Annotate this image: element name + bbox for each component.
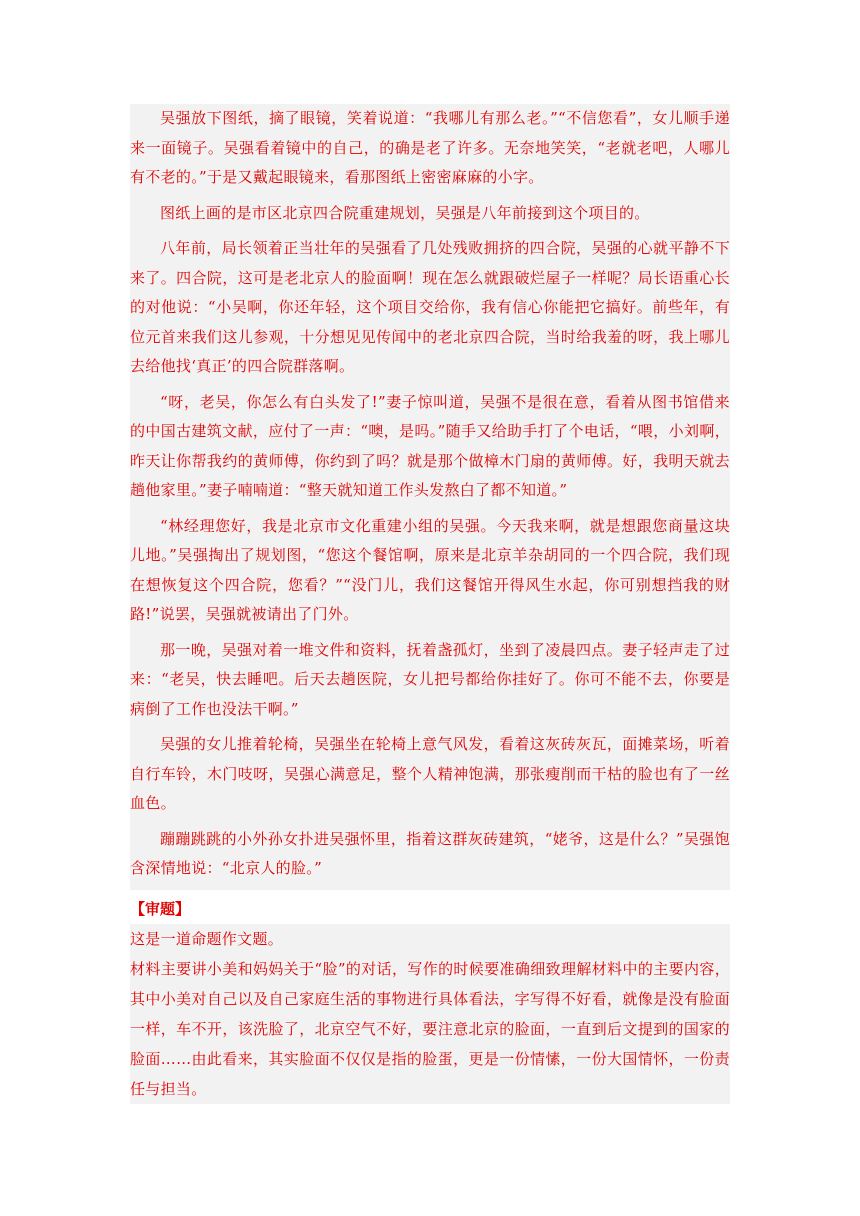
story-paragraph-6: 那一晚，吴强对着一堆文件和资料，抚着盏孤灯，坐到了凌晨四点。妻子轻声走了过来：“老吴，快去睡吧。后天去趟医院，女儿把号都给你挂好了。你可不能不去，你要是病倒了工作也没法干啊。” bbox=[130, 640, 730, 718]
story-paragraph-8: 蹦蹦跳跳的小外孙女扑进吴强怀里，指着这群灰砖建筑，“姥爷，这是什么？”吴强饱含深情地说：“北京人的脸。” bbox=[130, 829, 730, 877]
story-paragraph-2: 图纸上画的是市区北京四合院重建规划，吴强是八年前接到这个项目的。 bbox=[160, 203, 650, 222]
document-page bbox=[130, 104, 730, 1104]
analysis-body: 材料主要讲小美和妈妈关于“脸”的对话，写作的时候要准确细致理解材料中的主要内容，其中小美对自己以及自己家庭生活的事物进行具体看法，字写得不好看，就像是没有脸面一样，车不开，该洗脸了，北京空气不好，要注意北京的脸面，一直到后文提到的国家的脸面……由此看来，其实脸面不仅仅是指的脸蛋，更是一份情愫，一份大国情怀，一份责任与担当。 bbox=[130, 959, 730, 1098]
story-paragraph-1: 吴强放下图纸，摘了眼镜，笑着说道：“我哪儿有那么老。”“不信您看”，女儿顺手递来一面镜子。吴强看着镜中的自己，的确是老了许多。无奈地笑笑，“老就老吧，人哪儿有不老的。”于是又戴起眼镜来，看那图纸上密密麻麻的小字。 bbox=[130, 109, 730, 186]
story-paragraph-4: “呀，老吴，你怎么有白头发了!”妻子惊叫道，吴强不是很在意，看着从图书馆借来的中国古建筑文献，应付了一声：“噢，是吗。”随手又给助手打了个电话，“喂，小刘啊，昨天让你帮我约的黄师傅，你约到了吗？就是那个做樟木门扇的黄师傅。好，我明天就去趟他家里。”妻子喃喃道：“整天就知道工作头发熬白了都不知道。” bbox=[130, 392, 730, 499]
analysis-heading: 【审题】 bbox=[130, 899, 191, 918]
story-paragraph-5: “林经理您好，我是北京市文化重建小组的吴强。今天我来啊，就是想跟您商量这块儿地。”吴强掏出了规划图，“您这个餐馆啊，原来是北京羊杂胡同的一个四合院，我们现在想恢复这个四合院，您看？”“没门儿，我们这餐馆开得风生水起，你可别想挡我的财路!”说罢，吴强就被请出了门外。 bbox=[130, 516, 730, 623]
analysis-section bbox=[130, 924, 730, 1104]
story-paragraph-7: 吴强的女儿推着轮椅，吴强坐在轮椅上意气风发，看着这灰砖灰瓦，面摊菜场，听着自行车铃，木门吱呀，吴强心满意足，整个人精神饱满，那张瘦削而干枯的脸也有了一丝血色。 bbox=[130, 735, 730, 812]
story-paragraph-3: 八年前，局长领着正当壮年的吴强看了几处残败拥挤的四合院，吴强的心就平静不下来了。四合院，这可是老北京人的脸面啊！现在怎么就跟破烂屋子一样呢？局长语重心长的对他说：“小吴啊，你还年轻，这个项目交给你，我有信心你能把它搞好。前些年，有位元首来我们这儿参观，十分想见见传闻中的老北京四合院，当时给我羞的呀，我上哪儿去给他找‘真正’的四合院群落啊。 bbox=[130, 239, 730, 375]
story-section bbox=[130, 104, 730, 890]
analysis-intro: 这是一道命题作文题。 bbox=[130, 929, 284, 948]
